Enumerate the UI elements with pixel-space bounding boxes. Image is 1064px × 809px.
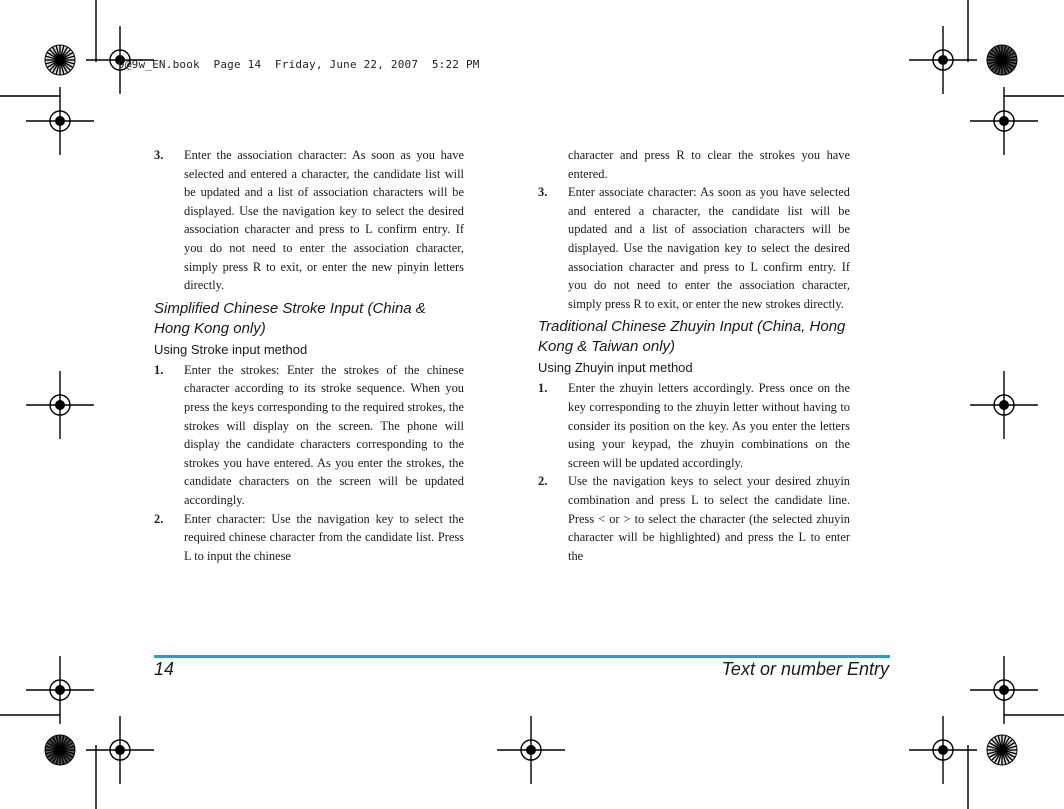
list-item-2 <box>154 510 464 566</box>
registration-target-dot <box>115 745 125 755</box>
list-item-1 <box>538 379 850 472</box>
registration-target-dot <box>55 116 65 126</box>
registration-target-dot <box>999 400 1009 410</box>
registration-target-dot <box>999 685 1009 695</box>
list-number: 1. <box>538 381 548 396</box>
list-number: 3. <box>154 148 164 162</box>
list-number: 1. <box>154 362 164 377</box>
color-wheel-center <box>57 57 63 63</box>
footer-section-title: Text or number Entry <box>721 659 889 679</box>
list-item-1 <box>154 361 464 510</box>
list-text: Enter character: Use the navigation key to select the required chinese character from the candidate list. Press L to input the chinese <box>184 511 464 563</box>
list-text: Enter the association character: As soon as you have selected and entered a character, the candidate list will be updated and a list of association characters will be displayed. Use the navigation key to select the desired association character and press to L confirm entry. If you do not need to enter the association character, simply press R to exit, or enter the new pinyin letters directly. <box>184 148 464 293</box>
list-item-3 <box>538 183 850 313</box>
footer-rule <box>154 655 890 658</box>
color-wheel-center <box>999 57 1005 63</box>
list-number: 2. <box>538 474 548 489</box>
section-heading-zhuyin-input: Traditional Chinese Zhuyin Input (China, Hong Kong & Taiwan only) <box>538 318 846 356</box>
registration-target-dot <box>999 116 1009 126</box>
registration-target-dot <box>55 685 65 695</box>
list-number: 2. <box>154 511 164 526</box>
color-wheel-center <box>999 747 1005 753</box>
registration-target-dot <box>526 745 536 755</box>
print-slug-line: 9@9w_EN.book Page 14 Friday, June 22, 2007 5:22 PM <box>118 58 480 71</box>
continued-paragraph: character and press R to clear the strokes you have entered. <box>568 148 850 181</box>
registration-target-dot <box>938 55 948 65</box>
list-text: Enter the zhuyin letters accordingly. Press once on the key corresponding to the zhuyin letter without having to consider its position on the key. As you enter the letters using your keypad, the zhuyin combinations on the screen will be updated accordingly. <box>568 381 850 470</box>
list-text: Use the navigation keys to select your desired zhuyin combination and press L to select the candidate line. Press < or > to select the character (the selected zhuyin character will be highlighted) and press the L to enter the <box>568 474 850 563</box>
left-column <box>154 146 464 565</box>
registration-target-dot <box>55 400 65 410</box>
subheading-stroke-method: Using Stroke input method <box>154 341 308 357</box>
section-heading-stroke-input: Simplified Chinese Stroke Input (China & Hong Kong only) <box>154 299 426 337</box>
subheading-zhuyin-method: Using Zhuyin input method <box>538 360 693 376</box>
list-text: Enter the strokes: Enter the strokes of the chinese character according to its stroke sequence. When you press the keys corresponding to the required strokes, the strokes will display on the screen. The phone will display the candidate characters corresponding to the strokes you have entered. As you enter the strokes, the candidate characters on the screen will be updated accordingly. <box>184 362 464 507</box>
registration-target-dot <box>938 745 948 755</box>
page-number: 14 <box>154 659 175 679</box>
right-column <box>538 146 850 565</box>
color-wheel-center <box>57 747 63 753</box>
list-number: 3. <box>538 185 548 200</box>
list-item-2 <box>538 472 850 565</box>
list-item-3 <box>154 146 464 295</box>
list-text: Enter associate character: As soon as you have selected and entered a character, the candidate list will be updated and a list of association characters will be displayed. Use the navigation key to select the desired association character and press to L confirm entry. If you do not need to enter the association character, simply press R to exit, or enter the new strokes directly. <box>568 185 850 311</box>
